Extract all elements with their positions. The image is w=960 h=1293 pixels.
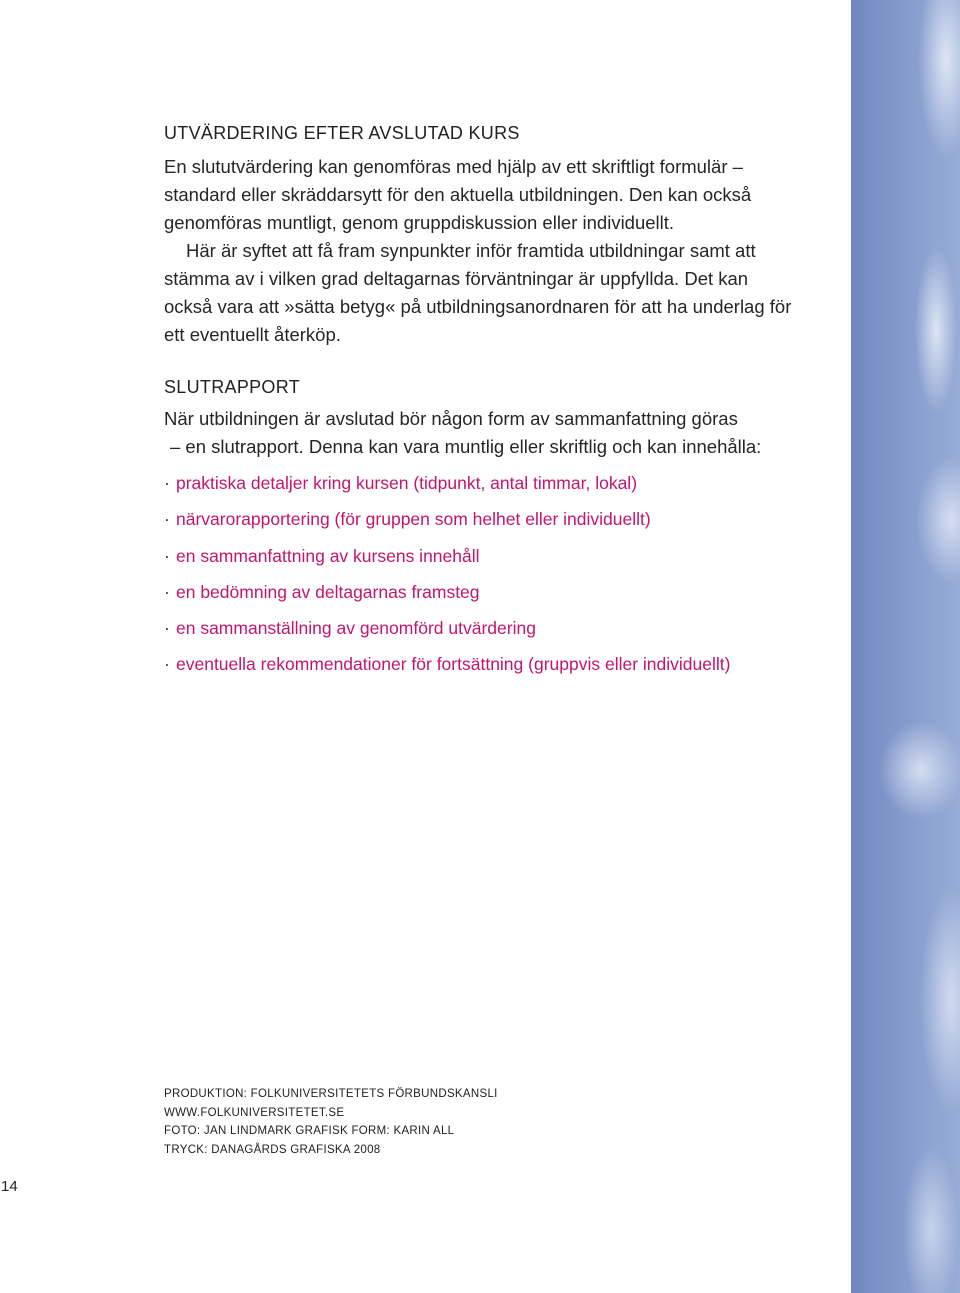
- slutrapport-list: [164, 472, 804, 690]
- credit-production: PRODUKTION: FOLKUNIVERSITETETS FÖRBUNDSKANSLI: [164, 1088, 498, 1100]
- list-item-text: en sammanställning av genomförd utvärdering: [176, 618, 536, 639]
- bullet-icon: ·: [164, 545, 170, 566]
- list-item-text: praktiska detaljer kring kursen (tidpunkt, antal timmar, lokal): [176, 473, 638, 493]
- list-item: [164, 472, 804, 508]
- list-item-text: eventuella rekommendationer för fortsättning (gruppvis eller individuellt): [176, 654, 731, 675]
- page-number: 14: [1, 1178, 18, 1195]
- list-item: [164, 545, 804, 581]
- list-item-text: en bedömning av deltagarnas framsteg: [176, 581, 480, 602]
- list-item: [164, 508, 804, 544]
- credit-website: WWW.FOLKUNIVERSITETET.SE: [164, 1106, 345, 1119]
- list-item: [164, 617, 804, 653]
- credit-print: TRYCK: DANAGÅRDS GRAFISKA 2008: [164, 1144, 381, 1157]
- body-line: också vara att »sätta betyg« på utbildningsanordnaren för att ha underlag för: [164, 296, 792, 317]
- bullet-icon: ·: [164, 473, 170, 493]
- list-item-text: närvarorapportering (för gruppen som helhet eller individuellt): [176, 509, 651, 530]
- colophon: [164, 1085, 498, 1160]
- body-line: stämma av i vilken grad deltagarnas förväntningar är uppfyllda. Det kan: [164, 268, 749, 289]
- body-line: En slututvärdering kan genomföras med hjälp av ett skriftligt formulär –: [164, 156, 743, 177]
- section-body-slutrapport: [164, 405, 804, 461]
- body-line: standard eller skräddarsytt för den aktuella utbildningen. Den kan också: [164, 184, 752, 205]
- body-line: genomföras muntligt, genom gruppdiskussion eller individuellt.: [164, 212, 675, 233]
- body-line: ett eventuellt återköp.: [164, 324, 341, 345]
- section-heading-slutrapport: SLUTRAPPORT: [164, 377, 300, 397]
- body-line: När utbildningen är avslutad bör någon form av sammanfattning göras: [164, 408, 738, 429]
- list-item-text: en sammanfattning av kursens innehåll: [176, 545, 480, 566]
- section-heading-utvardering: UTVÄRDERING EFTER AVSLUTAD KURS: [164, 123, 520, 143]
- list-item: [164, 653, 804, 689]
- bullet-icon: ·: [164, 654, 170, 675]
- bullet-icon: ·: [164, 618, 170, 639]
- decorative-side-strip: [851, 0, 960, 1293]
- bullet-icon: ·: [164, 581, 170, 602]
- body-line: – en slutrapport. Denna kan vara muntlig eller skriftlig och kan innehålla:: [170, 436, 762, 457]
- section-body-utvardering: [164, 153, 804, 349]
- body-line: Här är syftet att få fram synpunkter inför framtida utbildningar samt att: [186, 240, 756, 261]
- bullet-icon: ·: [164, 509, 170, 530]
- credit-photo-design: FOTO: JAN LINDMARK GRAFISK FORM: KARIN ALL: [164, 1125, 455, 1138]
- list-item: [164, 581, 804, 617]
